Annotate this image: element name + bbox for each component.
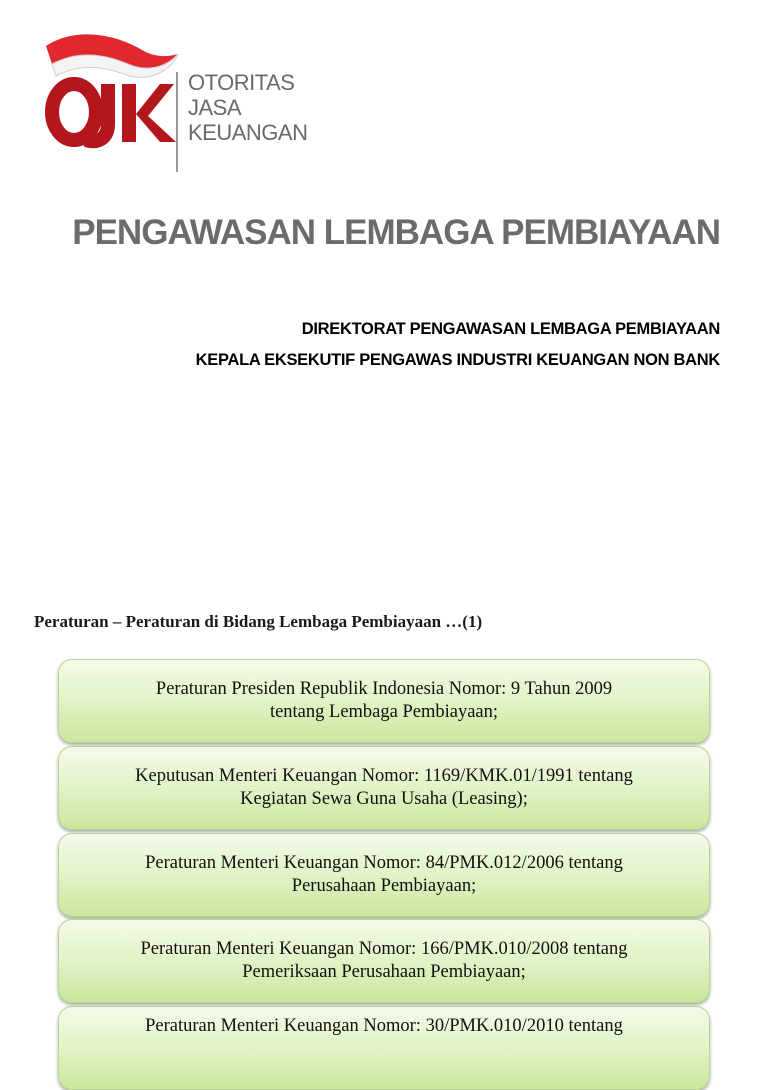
regulation-line: Perusahaan Pembiayaan; [291, 876, 477, 896]
logo-line-2: JASA [188, 95, 242, 120]
regulation-line: Peraturan Menteri Keuangan Nomor: 84/PMK.012/2006 tentang [145, 853, 623, 873]
logo-divider [176, 72, 178, 172]
regulation-card [58, 1006, 710, 1090]
regulation-line: Keputusan Menteri Keuangan Nomor: 1169/KMK.01/1991 tentang [135, 766, 633, 786]
regulation-line: Peraturan Menteri Keuangan Nomor: 30/PMK.010/2010 tentang [145, 1016, 623, 1036]
regulation-card [58, 659, 710, 743]
subtitle-executive: KEPALA EKSEKUTIF PENGAWAS INDUSTRI KEUANGAN NON BANK [195, 351, 720, 369]
regulation-card [58, 833, 710, 917]
section-heading: Peraturan – Peraturan di Bidang Lembaga Pembiayaan …(1) [34, 612, 483, 631]
regulation-card [58, 919, 710, 1003]
ojk-emblem-icon [42, 28, 182, 153]
regulation-line: Peraturan Menteri Keuangan Nomor: 166/PMK.010/2008 tentang [140, 939, 628, 959]
logo-wordmark [188, 70, 307, 145]
ojk-logo [42, 28, 308, 153]
logo-line-1: OTORITAS [188, 70, 295, 95]
logo-line-3: KEUANGAN [188, 120, 308, 145]
regulation-line: Kegiatan Sewa Guna Usaha (Leasing); [240, 789, 528, 809]
regulation-line: Peraturan Presiden Republik Indonesia Nomor: 9 Tahun 2009 [155, 679, 613, 699]
page-title: PENGAWASAN LEMBAGA PEMBIAYAAN [72, 213, 720, 252]
subtitle-directorate: DIREKTORAT PENGAWASAN LEMBAGA PEMBIAYAAN [301, 320, 720, 338]
regulation-line: Pemeriksaan Perusahaan Pembiayaan; [242, 962, 526, 982]
regulation-card [58, 746, 710, 830]
regulation-line: tentang Lembaga Pembiayaan; [269, 702, 499, 722]
